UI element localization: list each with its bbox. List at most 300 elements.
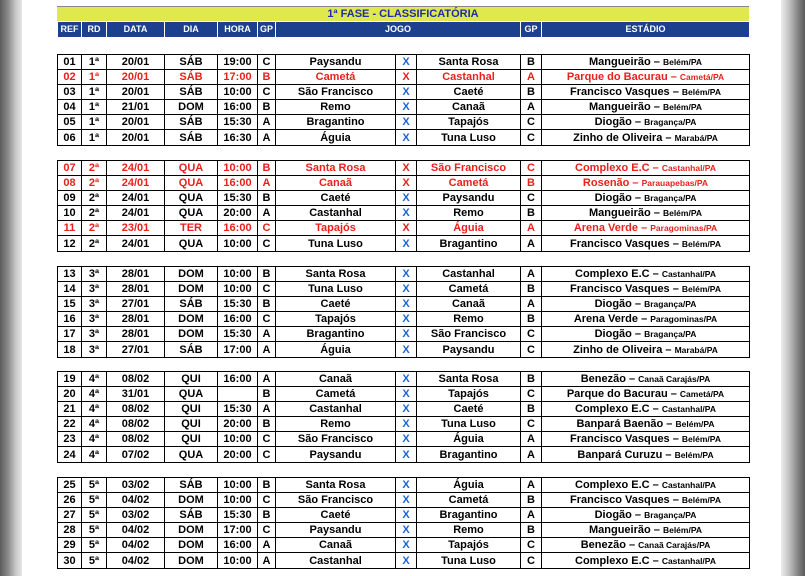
game-ref: 25 xyxy=(58,478,82,493)
game-round: 4ª xyxy=(82,417,107,432)
versus-mark: X xyxy=(396,432,417,447)
game-row xyxy=(58,312,750,327)
stadium-city: Bragança/PA xyxy=(644,510,697,521)
game-round: 1ª xyxy=(82,115,107,130)
game-weekday: SÁB xyxy=(165,130,218,145)
home-team: Santa Rosa xyxy=(276,478,396,493)
home-team: Paysandu xyxy=(276,55,396,70)
game-row xyxy=(58,161,750,176)
game-ref: 10 xyxy=(58,206,82,221)
game-date: 24/01 xyxy=(107,236,165,251)
away-group: B xyxy=(521,523,542,538)
stadium-name: Francisco Vasques – xyxy=(570,433,682,446)
game-weekday: DOM xyxy=(165,312,218,327)
round-table xyxy=(57,371,750,463)
game-ref: 29 xyxy=(58,538,82,553)
game-row xyxy=(58,508,750,523)
away-group: A xyxy=(521,447,542,462)
home-team: Águia xyxy=(276,342,396,357)
game-row xyxy=(58,221,750,236)
away-group: C xyxy=(521,161,542,176)
away-group: A xyxy=(521,236,542,251)
game-date: 28/01 xyxy=(107,312,165,327)
home-group: B xyxy=(258,161,276,176)
stadium-city: Bragança/PA xyxy=(644,193,697,204)
stadium xyxy=(542,297,750,312)
stadium-name: Rosenão – xyxy=(582,177,642,190)
stadium-name: Diogão – xyxy=(594,298,645,311)
away-team: Tuna Luso xyxy=(417,130,521,145)
versus-mark: X xyxy=(396,508,417,523)
game-time: 16:00 xyxy=(218,372,258,387)
game-weekday: QUA xyxy=(165,236,218,251)
stadium-name: Zinho de Oliveira – xyxy=(573,131,675,144)
viewer-shadow-left xyxy=(0,0,22,576)
game-ref: 13 xyxy=(58,267,82,282)
away-team: Cametá xyxy=(417,282,521,297)
stadium-name: Complexo E.C – xyxy=(575,403,662,416)
stadium-name: Parque do Bacurau – xyxy=(566,71,680,84)
versus-mark: X xyxy=(396,191,417,206)
game-time: 20:00 xyxy=(218,417,258,432)
game-ref: 02 xyxy=(58,70,82,85)
stadium xyxy=(542,372,750,387)
game-weekday: QUA xyxy=(165,387,218,402)
stadium-city: Parauapebas/PA xyxy=(641,178,709,189)
game-weekday: SÁB xyxy=(165,478,218,493)
stadium xyxy=(542,387,750,402)
home-team: São Francisco xyxy=(276,85,396,100)
versus-mark: X xyxy=(396,478,417,493)
stadium-city: Belém/PA xyxy=(681,434,721,445)
game-date: 27/01 xyxy=(107,297,165,312)
header-gp: GP xyxy=(258,22,276,38)
page-title: 1ª FASE - CLASSIFICATÓRIA xyxy=(57,6,749,21)
away-group: C xyxy=(521,342,542,357)
round-table xyxy=(57,266,750,358)
game-weekday: SÁB xyxy=(165,342,218,357)
game-ref: 19 xyxy=(58,372,82,387)
game-ref: 23 xyxy=(58,432,82,447)
away-group: B xyxy=(521,206,542,221)
versus-mark: X xyxy=(396,402,417,417)
stadium-city: Bragança/PA xyxy=(644,117,697,128)
versus-mark: X xyxy=(396,297,417,312)
game-round: 3ª xyxy=(82,282,107,297)
column-header-table xyxy=(57,21,750,38)
game-date: 28/01 xyxy=(107,327,165,342)
home-team: Castanhal xyxy=(276,402,396,417)
home-team: Cametá xyxy=(276,387,396,402)
stadium-city: Castanhal/PA xyxy=(661,269,716,280)
home-group: C xyxy=(258,523,276,538)
versus-mark: X xyxy=(396,553,417,568)
game-time: 10:00 xyxy=(218,478,258,493)
stadium xyxy=(542,523,750,538)
game-date: 20/01 xyxy=(107,55,165,70)
away-group: C xyxy=(521,130,542,145)
versus-mark: X xyxy=(396,387,417,402)
viewer-shadow-right xyxy=(781,0,805,576)
game-row xyxy=(58,372,750,387)
game-weekday: QUA xyxy=(165,206,218,221)
away-team: Tapajós xyxy=(417,387,521,402)
game-weekday: DOM xyxy=(165,327,218,342)
game-round: 2ª xyxy=(82,206,107,221)
versus-mark: X xyxy=(396,523,417,538)
game-round: 2ª xyxy=(82,176,107,191)
game-time: 15:30 xyxy=(218,508,258,523)
game-ref: 30 xyxy=(58,553,82,568)
away-team: Cametá xyxy=(417,493,521,508)
stadium-city: Belém/PA xyxy=(675,419,715,430)
game-weekday: QUA xyxy=(165,191,218,206)
stadium xyxy=(542,206,750,221)
stadium-name: Mangueirão – xyxy=(588,56,663,69)
game-date: 24/01 xyxy=(107,206,165,221)
away-group: B xyxy=(521,493,542,508)
game-weekday: QUA xyxy=(165,176,218,191)
game-weekday: DOM xyxy=(165,493,218,508)
stadium xyxy=(542,417,750,432)
home-team: Águia xyxy=(276,130,396,145)
stadium-name: Diogão – xyxy=(594,192,645,205)
game-ref: 22 xyxy=(58,417,82,432)
stadium-city: Cametá/PA xyxy=(679,389,725,400)
away-team: Caeté xyxy=(417,85,521,100)
game-time: 10:00 xyxy=(218,85,258,100)
game-time: 15:30 xyxy=(218,402,258,417)
stadium-name: Complexo E.C – xyxy=(575,479,662,492)
game-round: 4ª xyxy=(82,402,107,417)
versus-mark: X xyxy=(396,55,417,70)
header-rd: RD xyxy=(82,22,107,38)
game-time xyxy=(218,387,258,402)
stadium xyxy=(542,161,750,176)
game-time: 15:30 xyxy=(218,327,258,342)
game-row xyxy=(58,493,750,508)
stadium-name: Parque do Bacurau – xyxy=(566,388,680,401)
game-time: 17:00 xyxy=(218,342,258,357)
stadium xyxy=(542,100,750,115)
versus-mark: X xyxy=(396,447,417,462)
round-table xyxy=(57,54,750,146)
game-time: 17:00 xyxy=(218,70,258,85)
away-group: C xyxy=(521,417,542,432)
home-group: A xyxy=(258,115,276,130)
stadium-name: Banpará Baenão – xyxy=(576,418,676,431)
game-row xyxy=(58,100,750,115)
home-group: A xyxy=(258,130,276,145)
stadium-city: Belém/PA xyxy=(662,57,703,68)
versus-mark: X xyxy=(396,85,417,100)
header-data: DATA xyxy=(107,22,165,38)
game-round: 3ª xyxy=(82,312,107,327)
header-ref: REF xyxy=(58,22,82,38)
game-ref: 24 xyxy=(58,447,82,462)
stadium xyxy=(542,282,750,297)
game-row xyxy=(58,538,750,553)
away-team: Bragantino xyxy=(417,447,521,462)
game-weekday: QUI xyxy=(165,417,218,432)
away-group: C xyxy=(521,191,542,206)
stadium xyxy=(542,402,750,417)
game-time: 16:00 xyxy=(218,221,258,236)
stadium-city: Belém/PA xyxy=(662,208,703,219)
game-ref: 15 xyxy=(58,297,82,312)
game-round: 4ª xyxy=(82,432,107,447)
away-group: C xyxy=(521,553,542,568)
away-team: Cametá xyxy=(417,176,521,191)
game-time: 16:00 xyxy=(218,538,258,553)
game-weekday: QUA xyxy=(165,447,218,462)
game-weekday: DOM xyxy=(165,100,218,115)
game-time: 16:00 xyxy=(218,100,258,115)
versus-mark: X xyxy=(396,417,417,432)
stadium-name: Mangueirão – xyxy=(588,524,663,537)
header-gp2: GP xyxy=(521,22,542,38)
home-team: Caeté xyxy=(276,297,396,312)
game-row xyxy=(58,267,750,282)
stadium xyxy=(542,447,750,462)
game-date: 24/01 xyxy=(107,176,165,191)
away-team: Bragantino xyxy=(417,236,521,251)
home-team: Remo xyxy=(276,100,396,115)
home-group: B xyxy=(258,191,276,206)
game-row xyxy=(58,282,750,297)
game-row xyxy=(58,130,750,145)
stadium xyxy=(542,130,750,145)
game-date: 08/02 xyxy=(107,402,165,417)
stadium-name: Zinho de Oliveira – xyxy=(573,343,675,356)
home-group: C xyxy=(258,55,276,70)
game-date: 23/01 xyxy=(107,221,165,236)
home-group: C xyxy=(258,432,276,447)
stadium xyxy=(542,327,750,342)
game-date: 28/01 xyxy=(107,267,165,282)
home-team: São Francisco xyxy=(276,432,396,447)
stadium-name: Banpará Curuzu – xyxy=(577,448,675,461)
stadium-city: Belém/PA xyxy=(662,525,703,536)
game-ref: 05 xyxy=(58,115,82,130)
game-date: 04/02 xyxy=(107,538,165,553)
home-team: Canaã xyxy=(276,538,396,553)
game-round: 4ª xyxy=(82,387,107,402)
away-team: Tapajós xyxy=(417,538,521,553)
game-weekday: DOM xyxy=(165,538,218,553)
game-row xyxy=(58,387,750,402)
stadium-name: Mangueirão – xyxy=(588,207,663,220)
stadium-city: Paragominas/PA xyxy=(650,223,718,234)
stadium-city: Castanhal/PA xyxy=(661,163,716,174)
stadium xyxy=(542,55,750,70)
home-group: B xyxy=(258,387,276,402)
away-group: B xyxy=(521,176,542,191)
stadium-city: Bragança/PA xyxy=(644,329,697,340)
home-group: B xyxy=(258,478,276,493)
game-time: 16:00 xyxy=(218,176,258,191)
game-round: 2ª xyxy=(82,191,107,206)
away-team: Castanhal xyxy=(417,70,521,85)
versus-mark: X xyxy=(396,236,417,251)
game-round: 3ª xyxy=(82,267,107,282)
stadium-city: Canaã Carajás/PA xyxy=(638,540,711,551)
away-team: Tapajós xyxy=(417,115,521,130)
game-round: 3ª xyxy=(82,297,107,312)
stadium-name: Francisco Vasques – xyxy=(570,494,682,507)
game-time: 16:30 xyxy=(218,130,258,145)
home-team: Bragantino xyxy=(276,115,396,130)
versus-mark: X xyxy=(396,221,417,236)
game-ref: 28 xyxy=(58,523,82,538)
game-time: 20:00 xyxy=(218,447,258,462)
home-team: Paysandu xyxy=(276,523,396,538)
game-time: 16:00 xyxy=(218,312,258,327)
game-weekday: SÁB xyxy=(165,297,218,312)
home-group: B xyxy=(258,100,276,115)
home-group: C xyxy=(258,236,276,251)
game-round: 5ª xyxy=(82,493,107,508)
stadium xyxy=(542,508,750,523)
versus-mark: X xyxy=(396,70,417,85)
game-round: 5ª xyxy=(82,478,107,493)
game-round: 1ª xyxy=(82,55,107,70)
stadium-city: Belém/PA xyxy=(681,87,721,98)
game-time: 15:30 xyxy=(218,115,258,130)
home-team: Canaã xyxy=(276,176,396,191)
away-team: Bragantino xyxy=(417,508,521,523)
stadium xyxy=(542,115,750,130)
away-team: Canaã xyxy=(417,297,521,312)
stadium-city: Castanhal/PA xyxy=(661,480,716,491)
away-group: A xyxy=(521,297,542,312)
stadium xyxy=(542,267,750,282)
versus-mark: X xyxy=(396,130,417,145)
away-team: Águia xyxy=(417,478,521,493)
game-row xyxy=(58,191,750,206)
stadium-city: Belém/PA xyxy=(681,284,721,295)
game-date: 08/02 xyxy=(107,432,165,447)
home-team: São Francisco xyxy=(276,493,396,508)
game-weekday: SÁB xyxy=(165,55,218,70)
game-weekday: SÁB xyxy=(165,508,218,523)
game-time: 15:30 xyxy=(218,191,258,206)
game-date: 04/02 xyxy=(107,553,165,568)
game-row xyxy=(58,523,750,538)
home-team: Paysandu xyxy=(276,447,396,462)
game-date: 21/01 xyxy=(107,100,165,115)
game-weekday: DOM xyxy=(165,523,218,538)
game-ref: 11 xyxy=(58,221,82,236)
away-group: B xyxy=(521,312,542,327)
away-team: Remo xyxy=(417,206,521,221)
stadium-city: Marabá/PA xyxy=(674,132,718,143)
home-team: Tapajós xyxy=(276,221,396,236)
game-date: 24/01 xyxy=(107,161,165,176)
game-ref: 16 xyxy=(58,312,82,327)
game-time: 17:00 xyxy=(218,523,258,538)
game-round: 4ª xyxy=(82,372,107,387)
game-weekday: QUA xyxy=(165,161,218,176)
home-team: Castanhal xyxy=(276,553,396,568)
home-group: A xyxy=(258,327,276,342)
game-round: 5ª xyxy=(82,553,107,568)
away-group: A xyxy=(521,70,542,85)
away-group: B xyxy=(521,372,542,387)
game-weekday: SÁB xyxy=(165,70,218,85)
game-date: 27/01 xyxy=(107,342,165,357)
home-team: Tuna Luso xyxy=(276,282,396,297)
header-hora: HORA xyxy=(218,22,258,38)
game-row xyxy=(58,432,750,447)
game-round: 3ª xyxy=(82,342,107,357)
game-time: 15:30 xyxy=(218,297,258,312)
versus-mark: X xyxy=(396,493,417,508)
stadium-city: Cametá/PA xyxy=(679,72,725,83)
stadium xyxy=(542,312,750,327)
game-row xyxy=(58,447,750,462)
game-round: 5ª xyxy=(82,538,107,553)
stadium xyxy=(542,70,750,85)
home-group: A xyxy=(258,402,276,417)
away-team: Castanhal xyxy=(417,267,521,282)
stadium xyxy=(542,553,750,568)
stadium xyxy=(542,85,750,100)
away-team: São Francisco xyxy=(417,161,521,176)
header-estadio: ESTÁDIO xyxy=(542,22,750,38)
game-row xyxy=(58,342,750,357)
game-time: 20:00 xyxy=(218,206,258,221)
home-team: Tapajós xyxy=(276,312,396,327)
game-weekday: QUI xyxy=(165,372,218,387)
game-ref: 08 xyxy=(58,176,82,191)
game-date: 03/02 xyxy=(107,508,165,523)
game-row xyxy=(58,55,750,70)
stadium xyxy=(542,493,750,508)
game-ref: 18 xyxy=(58,342,82,357)
stadium-name: Benezão – xyxy=(580,539,639,552)
away-team: Paysandu xyxy=(417,191,521,206)
game-weekday: QUI xyxy=(165,432,218,447)
away-team: Tuna Luso xyxy=(417,553,521,568)
away-group: A xyxy=(521,432,542,447)
home-group: A xyxy=(258,176,276,191)
home-group: B xyxy=(258,417,276,432)
away-group: A xyxy=(521,508,542,523)
stadium-city: Belém/PA xyxy=(681,238,721,249)
home-team: Canaã xyxy=(276,372,396,387)
home-group: C xyxy=(258,447,276,462)
away-group: C xyxy=(521,387,542,402)
game-time: 19:00 xyxy=(218,55,258,70)
stadium xyxy=(542,221,750,236)
game-ref: 12 xyxy=(58,236,82,251)
stadium-city: Belém/PA xyxy=(674,449,714,460)
versus-mark: X xyxy=(396,267,417,282)
header-jogo: JOGO xyxy=(276,22,521,38)
game-date: 08/02 xyxy=(107,417,165,432)
game-weekday: TER xyxy=(165,221,218,236)
away-team: Santa Rosa xyxy=(417,372,521,387)
game-round: 3ª xyxy=(82,327,107,342)
game-weekday: QUI xyxy=(165,402,218,417)
stadium-city: Castanhal/PA xyxy=(661,555,716,566)
game-time: 10:00 xyxy=(218,282,258,297)
game-round: 1ª xyxy=(82,100,107,115)
game-row xyxy=(58,236,750,251)
game-weekday: DOM xyxy=(165,282,218,297)
column-header-row xyxy=(58,22,750,38)
